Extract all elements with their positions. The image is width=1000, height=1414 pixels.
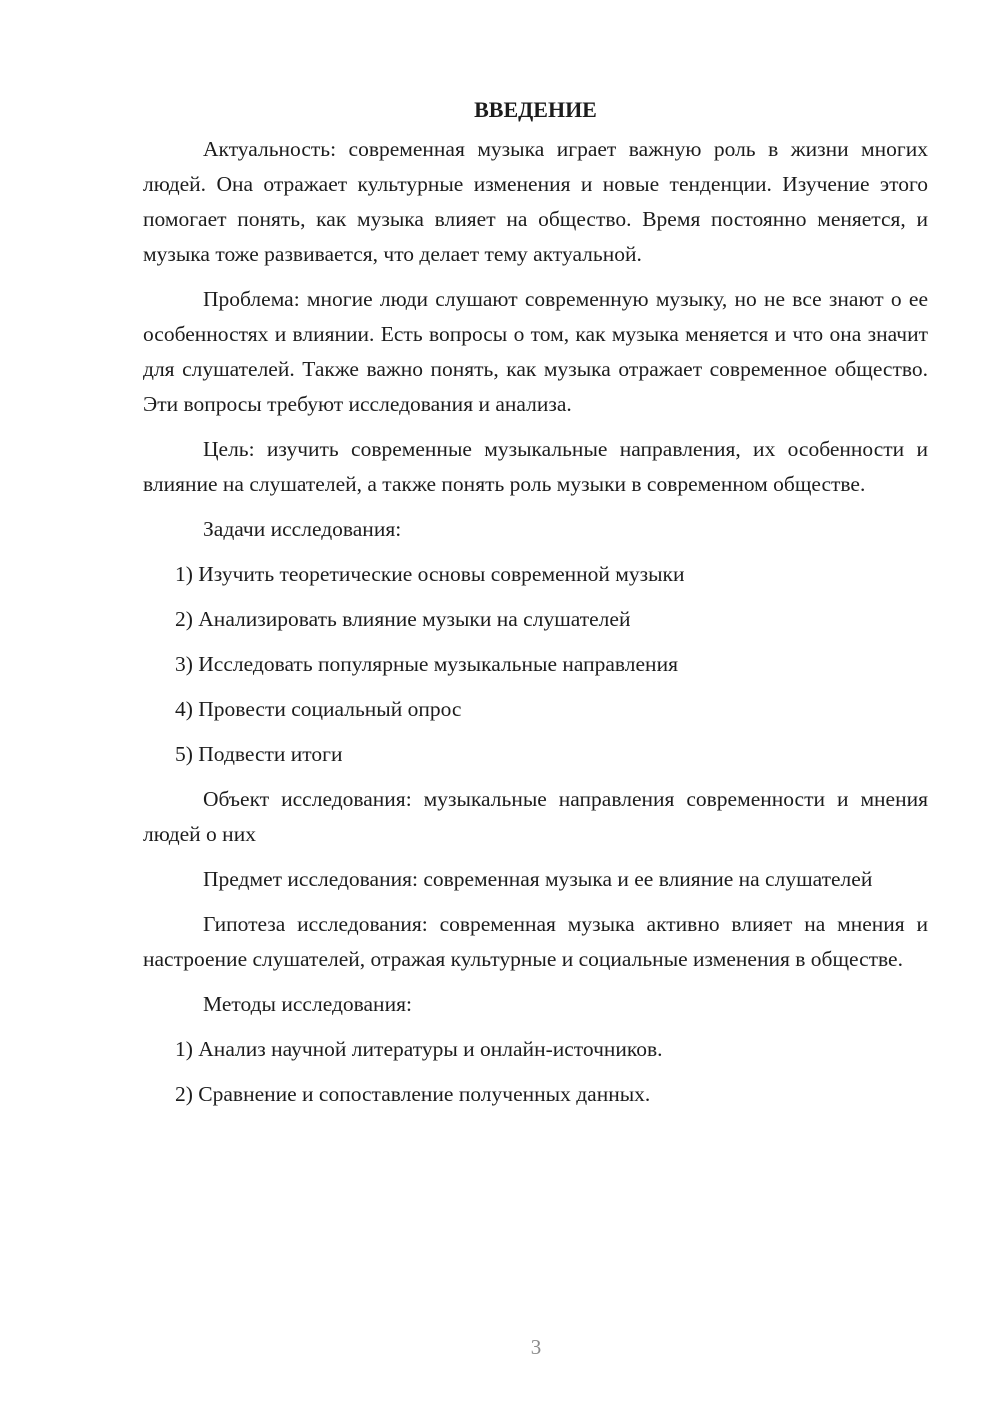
relevance-paragraph: Актуальность: современная музыка играет важную роль в жизни многих людей. Она отражает культурные изменения и новые тенденции. Изучение этого помогает понять, как музыка влияет на общество. Время постоянно меняется, и музыка тоже развивается, что делает тему актуальной. (143, 137, 928, 266)
goal-paragraph: Цель: изучить современные музыкальные направления, их особенности и влияние на слушателей, а также понять роль музыки в современном обществе. (143, 437, 928, 496)
subject-paragraph: Предмет исследования: современная музыка и ее влияние на слушателей (203, 867, 873, 891)
task-item: 1) Изучить теоретические основы современной музыки (175, 562, 685, 586)
task-item: 3) Исследовать популярные музыкальные направления (175, 652, 678, 676)
method-item: 1) Анализ научной литературы и онлайн-источников. (175, 1037, 663, 1061)
methods-heading: Методы исследования: (203, 992, 412, 1016)
task-item: 4) Провести социальный опрос (175, 697, 462, 721)
problem-paragraph: Проблема: многие люди слушают современную музыку, но не все знают о ее особенностях и влиянии. Есть вопросы о том, как музыка меняется и что она значит для слушателей. Также важно понять, как музыка отражает современное общество. Эти вопросы требуют исследования и анализа. (143, 287, 928, 416)
page-title: ВВЕДЕНИЕ (474, 97, 597, 122)
page-number: 3 (530, 1335, 542, 1359)
task-item: 5) Подвести итоги (175, 742, 343, 766)
task-item: 2) Анализировать влияние музыки на слушателей (175, 607, 631, 631)
hypothesis-paragraph: Гипотеза исследования: современная музыка активно влияет на мнения и настроение слушателей, отражая культурные и социальные изменения в обществе. (143, 912, 928, 971)
tasks-heading: Задачи исследования: (203, 517, 402, 541)
method-item: 2) Сравнение и сопоставление полученных данных. (175, 1082, 651, 1106)
document-page (143, 92, 928, 1112)
object-paragraph: Объект исследования: музыкальные направления современности и мнения людей о них (143, 787, 928, 846)
